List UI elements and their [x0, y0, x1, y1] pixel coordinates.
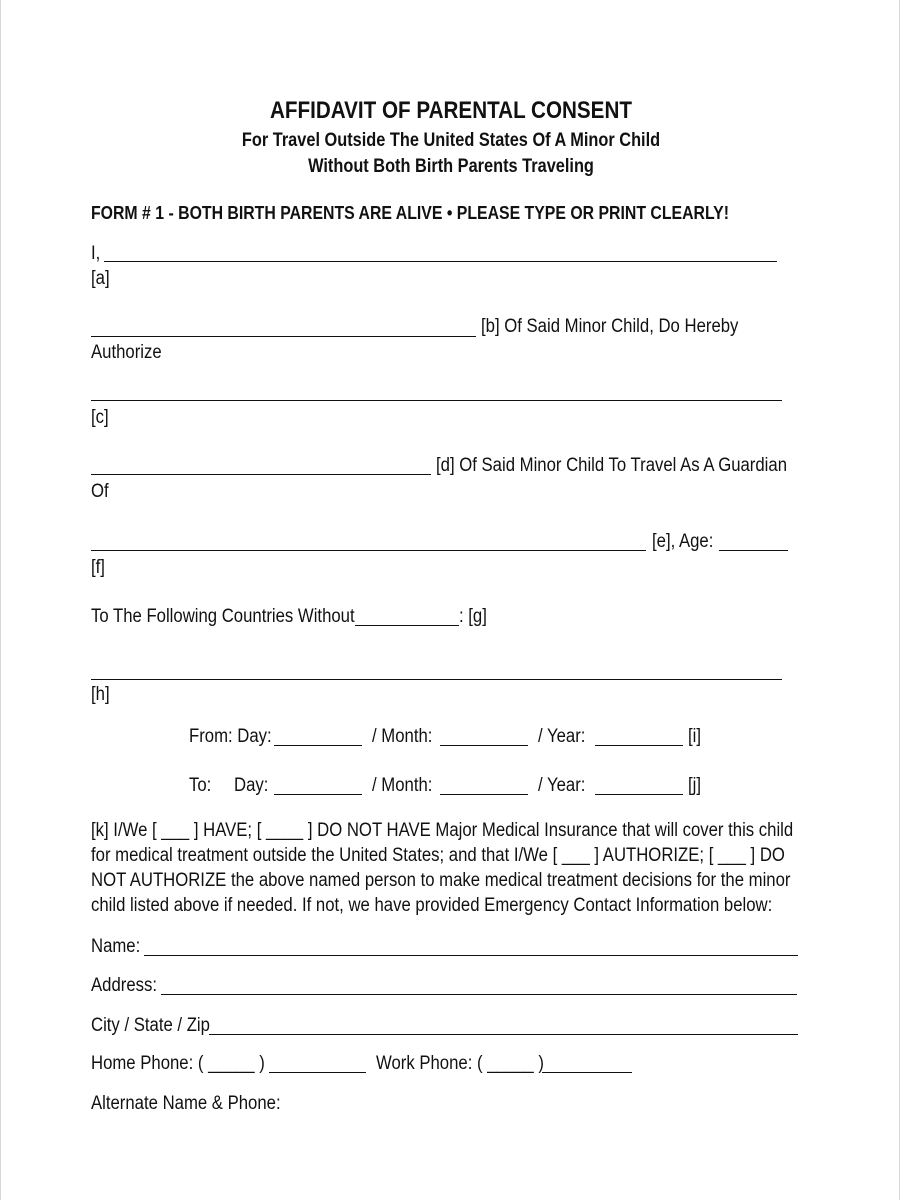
- to-year-line[interactable]: [595, 794, 683, 795]
- contact-city-line[interactable]: [209, 1034, 798, 1035]
- countries-label: To The Following Countries Without: [91, 606, 355, 627]
- insurance-line-4: child listed above if needed. If not, we have provided Emergency Contact Information below:: [91, 895, 773, 916]
- field-h-marker: [h]: [91, 684, 110, 705]
- from-day-label: From: Day:: [189, 726, 272, 747]
- contact-name-label: Name:: [91, 936, 141, 957]
- from-day-line[interactable]: [274, 745, 362, 746]
- alternate-contact-label: Alternate Name & Phone:: [91, 1093, 281, 1114]
- field-c-line[interactable]: [91, 400, 782, 401]
- field-b-line[interactable]: [91, 336, 476, 337]
- field-g-marker: : [g]: [459, 606, 487, 627]
- home-phone-label: Home Phone: ( _____ ): [91, 1053, 265, 1074]
- from-month-label: / Month:: [372, 726, 433, 747]
- from-year-line[interactable]: [595, 745, 683, 746]
- document-subtitle-2: Without Both Birth Parents Traveling: [308, 156, 594, 177]
- from-month-line[interactable]: [440, 745, 528, 746]
- to-year-label: / Year:: [538, 775, 586, 796]
- to-label: To:: [189, 775, 212, 796]
- insurance-line-2: for medical treatment outside the United States; and that I/We [ ___ ] AUTHORIZE; [ ___ ] DO: [91, 845, 785, 866]
- to-day-line[interactable]: [274, 794, 362, 795]
- authorize-text: Authorize: [91, 342, 162, 363]
- field-g-line[interactable]: [355, 625, 459, 626]
- field-c-marker: [c]: [91, 407, 109, 428]
- field-i-label: I,: [91, 243, 101, 264]
- field-i-marker: [i]: [688, 726, 702, 747]
- insurance-line-1: [k] I/We [ ___ ] HAVE; [ ____ ] DO NOT HAVE Major Medical Insurance that will cover this child: [91, 820, 794, 841]
- document-title: AFFIDAVIT OF PARENTAL CONSENT: [270, 97, 632, 124]
- field-h-line[interactable]: [91, 679, 782, 680]
- field-f-marker: [f]: [91, 557, 105, 578]
- to-month-label: / Month:: [372, 775, 433, 796]
- of-text: Of: [91, 481, 109, 502]
- contact-address-label: Address:: [91, 975, 157, 996]
- contact-city-label: City / State / Zip: [91, 1015, 210, 1036]
- form-heading: FORM # 1 - BOTH BIRTH PARENTS ARE ALIVE • PLEASE TYPE OR PRINT CLEARLY!: [91, 203, 730, 223]
- work-phone-line[interactable]: [542, 1072, 632, 1073]
- field-e-label: [e], Age:: [652, 531, 714, 552]
- to-day-label: Day:: [234, 775, 269, 796]
- home-phone-line[interactable]: [269, 1072, 366, 1073]
- contact-address-line[interactable]: [161, 994, 797, 995]
- contact-name-line[interactable]: [144, 955, 798, 956]
- field-d-line[interactable]: [91, 474, 431, 475]
- field-e-line[interactable]: [91, 550, 646, 551]
- age-line[interactable]: [719, 550, 788, 551]
- document-subtitle-1: For Travel Outside The United States Of A Minor Child: [241, 130, 661, 151]
- insurance-paragraph: [91, 818, 794, 918]
- insurance-line-3: NOT AUTHORIZE the above named person to make medical treatment decisions for the minor: [91, 870, 791, 891]
- field-a-line[interactable]: [104, 261, 777, 262]
- field-d-label: [d] Of Said Minor Child To Travel As A Guardian: [436, 455, 787, 476]
- field-a-marker: [a]: [91, 268, 110, 289]
- work-phone-label: Work Phone: ( _____ ): [376, 1053, 544, 1074]
- field-j-marker: [j]: [688, 775, 702, 796]
- from-year-label: / Year:: [538, 726, 586, 747]
- to-month-line[interactable]: [440, 794, 528, 795]
- field-b-label: [b] Of Said Minor Child, Do Hereby: [481, 316, 739, 337]
